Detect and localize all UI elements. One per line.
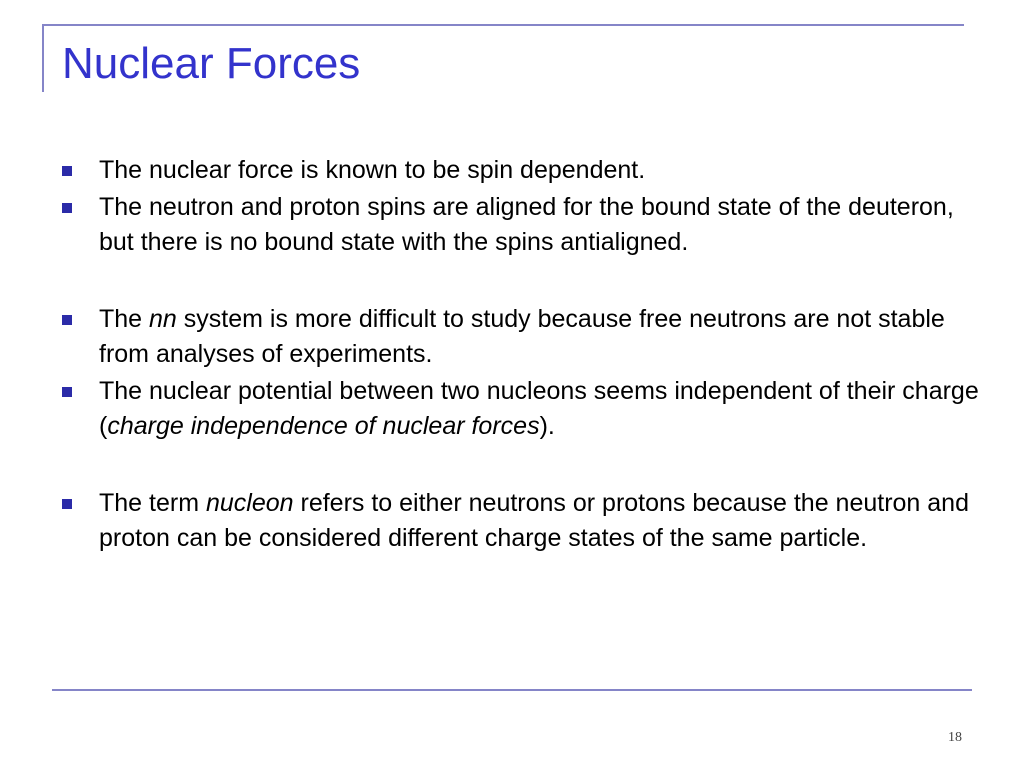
bullet-text-post: ). xyxy=(539,412,555,440)
bullet-item-3 xyxy=(62,302,982,372)
bullet-text-pre: The xyxy=(99,305,150,333)
bullet-item-4 xyxy=(62,374,982,444)
slide-title: Nuclear Forces xyxy=(62,39,361,88)
page-number: 18 xyxy=(948,730,962,745)
square-bullet-icon xyxy=(62,499,72,509)
bullet-emphasis: nn xyxy=(149,305,177,333)
bullet-text-pre: The nuclear potential between two nucleons seems independent of their charge ( xyxy=(99,377,979,440)
bullet-text-post: refers to either neutrons or protons because the neutron and proton can be considered different charge states of the same particle. xyxy=(99,489,969,552)
footer-rule xyxy=(52,689,972,691)
bullet-item-1 xyxy=(62,153,982,188)
bullet-text: The nuclear force is known to be spin dependent. xyxy=(99,156,646,184)
title-frame-top-rule xyxy=(42,24,964,26)
title-frame-left-rule xyxy=(42,24,44,92)
bullet-item-2 xyxy=(62,190,982,260)
bullet-text-pre: The term xyxy=(99,489,206,517)
bullet-text-post: system is more difficult to study because free neutrons are not stable from analyses of experiments. xyxy=(99,305,945,368)
bullet-text: The neutron and proton spins are aligned for the bound state of the deuteron, but there is no bound state with the spins antialigned. xyxy=(99,193,954,256)
square-bullet-icon xyxy=(62,166,72,176)
square-bullet-icon xyxy=(62,203,72,213)
square-bullet-icon xyxy=(62,315,72,325)
bullet-emphasis: nucleon xyxy=(205,489,294,517)
square-bullet-icon xyxy=(62,387,72,397)
bullet-list xyxy=(62,153,982,558)
bullet-emphasis: charge independence of nuclear forces xyxy=(107,412,540,440)
bullet-item-5 xyxy=(62,486,982,556)
